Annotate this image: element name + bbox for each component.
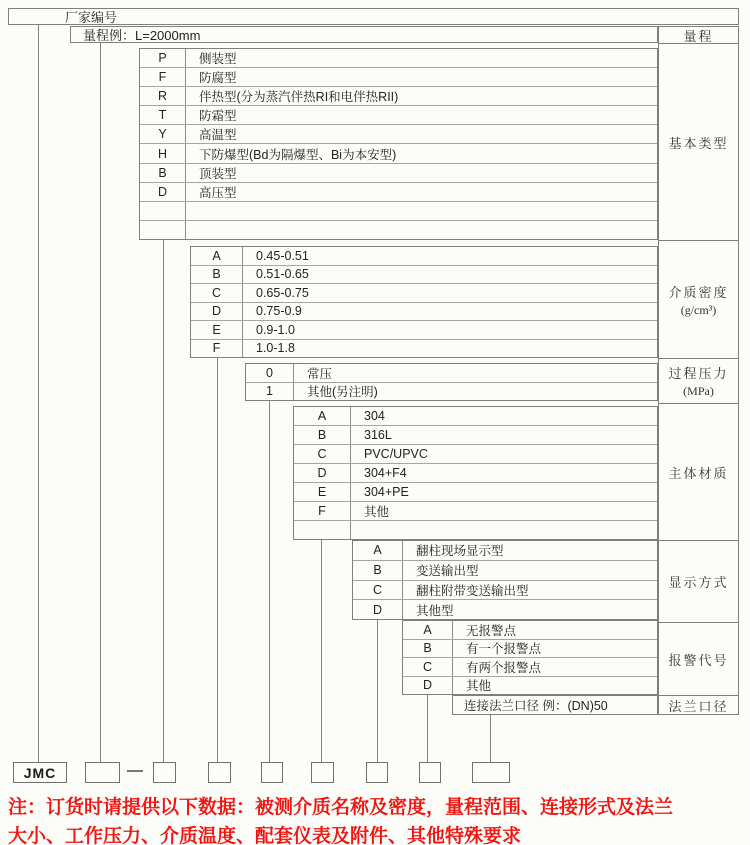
option-row — [294, 407, 657, 425]
option-code: C — [353, 581, 403, 600]
flange-size-text: 连接法兰口径 例：(DN)50 — [464, 699, 608, 713]
code-box-flange — [472, 762, 510, 783]
option-desc: 高压型 — [199, 185, 237, 200]
section-display-mode — [352, 540, 658, 620]
option-desc: PVC/UPVC — [364, 447, 428, 461]
section-process-pressure — [245, 363, 658, 401]
option-code: D — [294, 464, 351, 482]
option-desc: 翻柱现场显示型 — [416, 544, 504, 559]
option-desc — [186, 221, 657, 239]
option-code: A — [353, 541, 403, 560]
option-row — [403, 621, 657, 639]
option-row — [191, 247, 657, 265]
option-desc: 有一个报警点 — [466, 642, 542, 657]
label-medium-density-unit: (g/cm³) — [680, 302, 717, 317]
option-code: 0 — [246, 364, 294, 382]
connector-manufacturer — [38, 25, 39, 762]
model-prefix-box — [13, 762, 67, 783]
option-code: A — [403, 621, 453, 639]
option-code: R — [140, 87, 186, 105]
option-code: D — [353, 600, 403, 619]
option-code: F — [294, 502, 351, 520]
option-desc: 下防爆型(Bd为隔爆型、Bi为本安型) — [199, 147, 397, 162]
option-desc: 翻柱附带变送输出型 — [416, 583, 529, 598]
label-body-material: 主体材质 — [659, 403, 738, 540]
option-code — [140, 221, 186, 239]
option-code: 1 — [246, 383, 294, 401]
option-code: C — [403, 658, 453, 676]
option-row — [403, 676, 657, 695]
option-code: E — [191, 321, 243, 339]
option-desc: 304+PE — [364, 485, 409, 499]
option-code: D — [191, 303, 243, 321]
option-desc: 其他型 — [416, 603, 454, 618]
option-desc: 304 — [364, 409, 385, 423]
connector-basic-type — [163, 240, 164, 762]
option-desc: 变送输出型 — [416, 564, 479, 579]
option-desc: 0.51-0.65 — [256, 267, 309, 282]
manufacturer-number-label: 厂家编号 — [65, 10, 118, 25]
option-desc: 304+F4 — [364, 466, 407, 480]
connector-range — [100, 43, 101, 762]
connector-alarm — [427, 695, 428, 762]
range-example-label: 量程例：L=2000mm — [83, 28, 201, 43]
option-code: F — [191, 340, 243, 358]
option-desc: 其他 — [466, 679, 492, 694]
option-desc: 0.65-0.75 — [256, 285, 309, 300]
code-box-basic-type — [153, 762, 176, 783]
option-desc: 高温型 — [199, 128, 237, 143]
option-code: Y — [140, 125, 186, 143]
label-process-pressure-unit: (MPa) — [683, 384, 714, 398]
category-label-column — [658, 26, 739, 715]
label-medium-density: 介质密度 (g/cm³) — [659, 240, 738, 358]
connector-display — [377, 620, 378, 762]
label-alarm-code: 报警代号 — [659, 622, 738, 695]
code-box-alarm — [419, 762, 441, 783]
code-box-density — [208, 762, 231, 783]
option-desc: 0.45-0.51 — [256, 248, 309, 263]
option-code: B — [403, 640, 453, 658]
label-basic-type: 基本类型 — [659, 43, 738, 240]
section-medium-density — [190, 246, 658, 358]
option-row — [246, 364, 657, 382]
connector-pressure — [269, 401, 270, 762]
option-code: B — [191, 266, 243, 284]
option-desc: 316L — [364, 428, 392, 442]
option-row — [191, 283, 657, 302]
option-code: E — [294, 483, 351, 501]
model-prefix: JMC — [23, 764, 57, 781]
option-code: D — [140, 183, 186, 201]
connector-density — [217, 358, 218, 762]
option-row — [246, 382, 657, 401]
option-row — [353, 599, 657, 619]
ordering-note-line1: 注：订货时请提供以下数据：被测介质名称及密度，量程范围、连接形式及法兰 — [8, 797, 674, 818]
option-row — [353, 560, 657, 580]
option-desc: 防腐型 — [199, 71, 237, 86]
section-alarm-code — [402, 620, 658, 695]
code-box-range — [85, 762, 120, 783]
option-row — [403, 657, 657, 676]
option-row — [294, 444, 657, 463]
option-code: B — [353, 561, 403, 580]
section-body-material — [293, 406, 658, 540]
option-row — [294, 520, 657, 539]
option-row — [140, 201, 657, 220]
option-desc: 常压 — [307, 366, 333, 381]
option-code: C — [294, 445, 351, 463]
option-row — [353, 541, 657, 560]
option-row — [140, 182, 657, 201]
option-code: A — [294, 407, 351, 425]
option-desc — [351, 521, 657, 539]
option-desc: 无报警点 — [466, 623, 517, 638]
ordering-note-line2: 大小、工作压力、介质温度、配套仪表及附件、其他特殊要求 — [8, 826, 522, 845]
option-desc: 0.75-0.9 — [256, 304, 302, 319]
option-desc: 伴热型(分为蒸汽伴热RI和电伴热RII) — [199, 90, 399, 105]
connector-material — [321, 540, 322, 762]
label-flange-size: 法兰口径 — [659, 695, 738, 714]
option-row — [140, 105, 657, 124]
code-box-display — [366, 762, 388, 783]
label-display-mode: 显示方式 — [659, 540, 738, 622]
flange-size-row — [452, 695, 658, 715]
option-desc: 其他(另注明) — [307, 385, 378, 400]
ordering-note — [8, 793, 748, 845]
option-row — [191, 265, 657, 284]
option-row — [140, 143, 657, 162]
section-basic-type — [139, 48, 658, 240]
option-row — [140, 124, 657, 143]
option-desc: 侧装型 — [199, 52, 237, 67]
option-code: P — [140, 49, 186, 67]
option-row — [191, 339, 657, 358]
option-row — [140, 86, 657, 105]
option-row — [140, 67, 657, 86]
option-code — [140, 202, 186, 220]
option-desc: 顶装型 — [199, 166, 237, 181]
option-code — [294, 521, 351, 539]
option-code: H — [140, 144, 186, 162]
option-row — [294, 482, 657, 501]
option-code: F — [140, 68, 186, 86]
option-row — [191, 320, 657, 339]
option-row — [294, 501, 657, 520]
option-desc: 有两个报警点 — [466, 660, 542, 675]
option-desc: 其他 — [364, 505, 390, 519]
option-row — [294, 425, 657, 444]
option-row — [140, 220, 657, 239]
option-row — [403, 639, 657, 658]
manufacturer-number-box — [8, 8, 739, 25]
option-desc — [186, 202, 657, 220]
option-code: B — [140, 164, 186, 182]
option-code: B — [294, 426, 351, 444]
dash-separator — [127, 770, 143, 772]
option-code: C — [191, 284, 243, 302]
option-desc: 防霜型 — [199, 109, 237, 124]
option-row — [191, 302, 657, 321]
option-code: A — [191, 247, 243, 265]
connector-flange — [490, 715, 491, 762]
option-row — [140, 163, 657, 182]
option-desc: 1.0-1.8 — [256, 341, 295, 356]
option-row — [353, 580, 657, 600]
option-code: D — [403, 677, 453, 695]
code-box-pressure — [261, 762, 283, 783]
option-row — [294, 463, 657, 482]
label-range: 量程 — [683, 28, 714, 44]
label-process-pressure: 过程压力 (MPa) — [659, 358, 738, 403]
code-box-material — [311, 762, 334, 783]
option-code: T — [140, 106, 186, 124]
option-row — [140, 49, 657, 67]
option-desc: 0.9-1.0 — [256, 322, 295, 337]
range-example-box — [70, 26, 658, 43]
